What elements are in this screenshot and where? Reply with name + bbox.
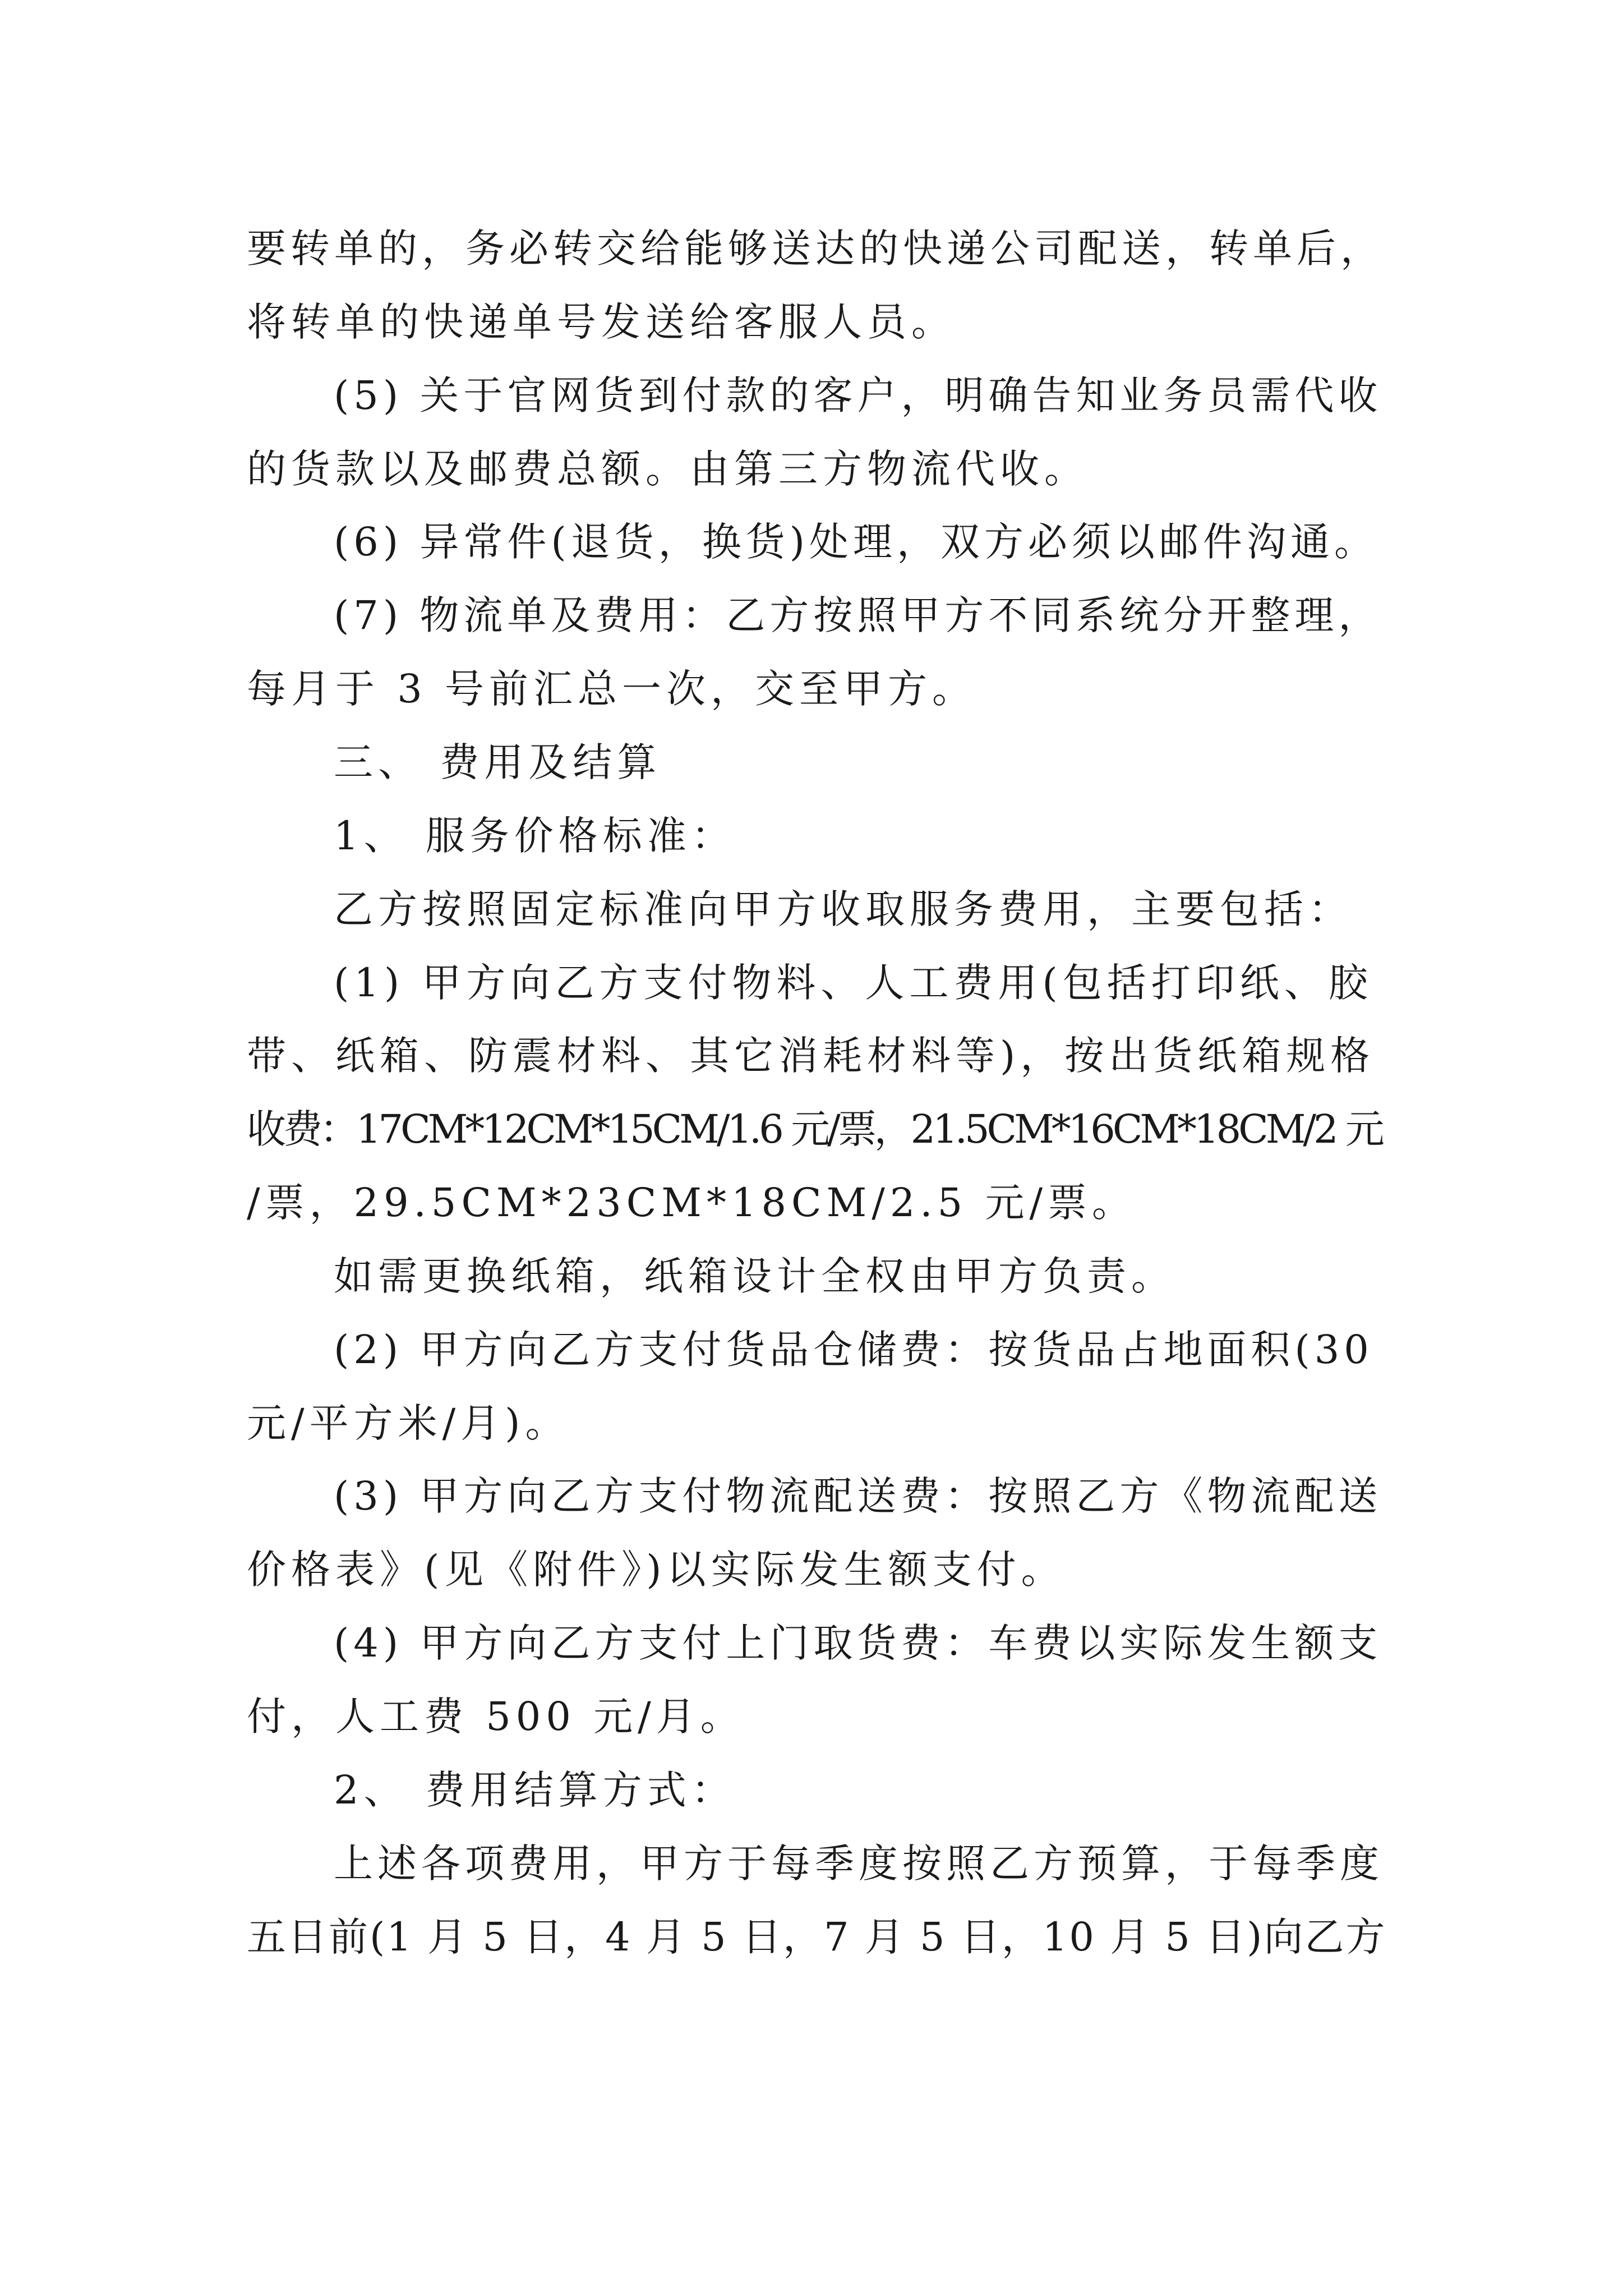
text-line: 收费：17CM*12CM*15CM/1.6 元/票，21.5CM*16CM*18CM/2 元 [247,1106,1382,1152]
text-line: 付，人工费 500 元/月。 [247,1694,745,1740]
text-line: 要转单的，务必转交给能够送达的快递公司配送，转单后， [247,226,1384,272]
text-line: (6) 异常件(退货，换货)处理，双方必须以邮件沟通。 [334,519,1378,565]
text-line: (2) 甲方向乙方支付货品仓储费：按货品占地面积(30 [334,1327,1373,1373]
text-line: (7) 物流单及费用：乙方按照甲方不同系统分开整理， [334,592,1382,638]
text-line: /票，29.5CM*23CM*18CM/2.5 元/票。 [247,1180,1137,1226]
text-line: 将转单的快递单号发送给客服人员。 [247,299,956,345]
text-line: (4) 甲方向乙方支付上门取货费：车费以实际发生额支 [334,1620,1382,1666]
subsection-heading: 2、 费用结算方式： [334,1767,736,1813]
text-line: 上述各项费用，甲方于每季度按照乙方预算，于每季度 [334,1841,1384,1887]
text-line: 价格表》(见《附件》)以实际发生额支付。 [247,1547,1066,1593]
text-line: 如需更换纸箱，纸箱设计全权由甲方负责。 [334,1253,1175,1299]
text-line: (3) 甲方向乙方支付物流配送费：按照乙方《物流配送 [334,1473,1382,1519]
subsection-heading: 1、 服务价格标准： [334,813,736,859]
text-line: 每月于 3 号前汇总一次，交至甲方。 [247,666,977,712]
text-line: 元/平方米/月)。 [247,1400,570,1446]
text-line: 的货款以及邮费总额。由第三方物流代收。 [247,446,1089,492]
text-line: 带、纸箱、防震材料、其它消耗材料等)，按出货纸箱规格 [247,1033,1375,1079]
text-line: 五日前(1 月 5 日，4 月 5 日，7 月 5 日，10 月 5 日)向乙方 [247,1914,1387,1960]
section-heading: 三、 费用及结算 [334,739,662,785]
text-line: 乙方按照固定标准向甲方收取服务费用，主要包括： [334,886,1353,932]
text-line: (5) 关于官网货到付款的客户，明确告知业务员需代收 [334,372,1382,418]
text-line: (1) 甲方向乙方支付物料、人工费用(包括打印纸、胶 [334,960,1373,1006]
